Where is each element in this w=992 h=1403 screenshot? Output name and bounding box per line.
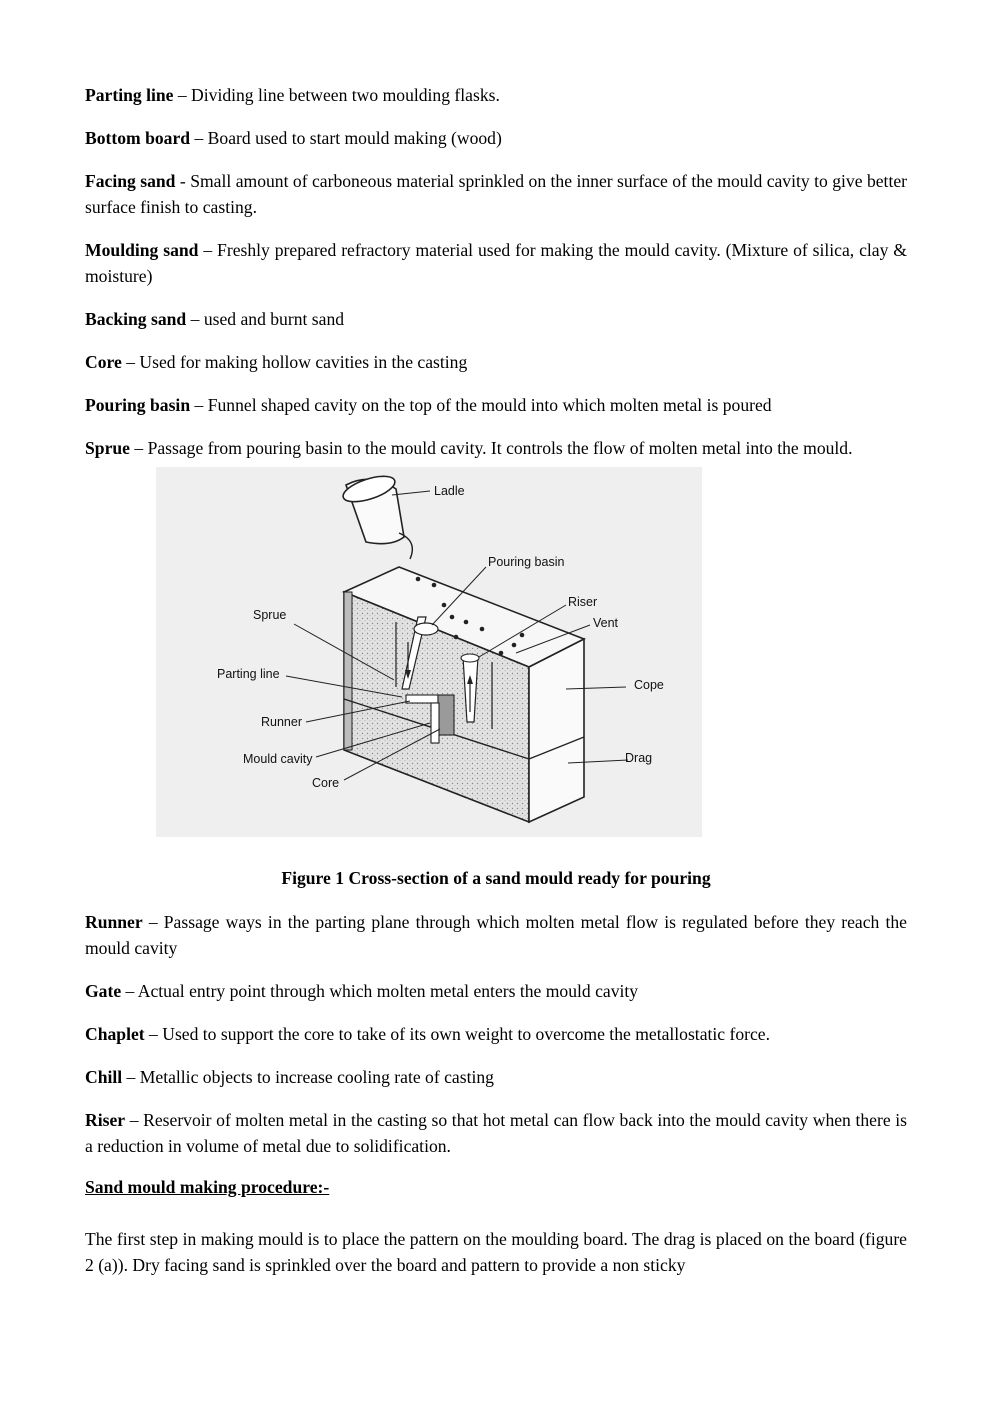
definition-backing-sand: Backing sand – used and burnt sand xyxy=(85,309,345,329)
mould-cavity-shape xyxy=(431,703,439,743)
definition-moulding-sand: Moulding sand – Freshly prepared refractory material used for making the mould cavity. (Mixture of silica, clay & moisture) xyxy=(85,240,907,286)
label-riser: Riser xyxy=(568,595,598,609)
section-heading: Sand mould making procedure:- xyxy=(85,1177,330,1197)
ladle-shape xyxy=(340,471,412,559)
label-ladle: Ladle xyxy=(434,484,465,498)
label-parting-line: Parting line xyxy=(217,667,280,681)
label-runner: Runner xyxy=(261,715,302,729)
figure-caption: Figure 1 Cross-section of a sand mould ready for pouring xyxy=(281,868,711,888)
label-cope: Cope xyxy=(634,678,664,692)
label-sprue: Sprue xyxy=(253,608,287,622)
flask-wall-left xyxy=(344,592,352,750)
section-paragraph: The first step in making mould is to place the pattern on the moulding board. The drag is placed on the board (figure 2 (a)). Dry facing sand is sprinkled over the board and pattern to provide a non sticky xyxy=(85,1229,907,1275)
document-page xyxy=(85,82,907,1278)
definition-chaplet: Chaplet – Used to support the core to take of its own weight to overcome the metallostatic force. xyxy=(85,1024,771,1044)
mould-cross-section-diagram xyxy=(156,467,702,837)
definition-facing-sand: Facing sand - Small amount of carboneous material sprinkled on the inner surface of the mould cavity to give better surface finish to casting. xyxy=(85,171,908,217)
pouring-basin-shape xyxy=(414,623,438,635)
definition-gate: Gate – Actual entry point through which molten metal enters the mould cavity xyxy=(85,981,639,1001)
definition-runner: Runner – Passage ways in the parting plane through which molten metal flow is regulated before they reach the mould cavity xyxy=(85,912,907,958)
runner-shape xyxy=(406,695,438,703)
label-pouring-basin: Pouring basin xyxy=(488,555,565,569)
core-shape xyxy=(438,695,454,735)
definition-chill: Chill – Metallic objects to increase cooling rate of casting xyxy=(85,1067,494,1087)
label-drag: Drag xyxy=(625,751,653,765)
sand-mould-figure xyxy=(156,467,702,837)
definition-riser: Riser – Reservoir of molten metal in the casting so that hot metal can flow back into the mould cavity when there is a reduction in volume of metal due to solidification. xyxy=(85,1110,907,1156)
definition-bottom-board: Bottom board – Board used to start mould making (wood) xyxy=(85,128,502,148)
mould-side-face xyxy=(529,639,584,822)
definition-pouring-basin: Pouring basin – Funnel shaped cavity on the top of the mould into which molten metal is poured xyxy=(85,395,772,415)
definition-core: Core – Used for making hollow cavities in the casting xyxy=(85,352,468,372)
label-vent: Vent xyxy=(593,616,619,630)
label-core: Core xyxy=(312,776,340,790)
definition-parting-line: Parting line – Dividing line between two moulding flasks. xyxy=(85,85,500,105)
label-mould-cavity: Mould cavity xyxy=(243,752,313,766)
definition-sprue: Sprue – Passage from pouring basin to the mould cavity. It controls the flow of molten metal into the mould. xyxy=(85,438,853,458)
